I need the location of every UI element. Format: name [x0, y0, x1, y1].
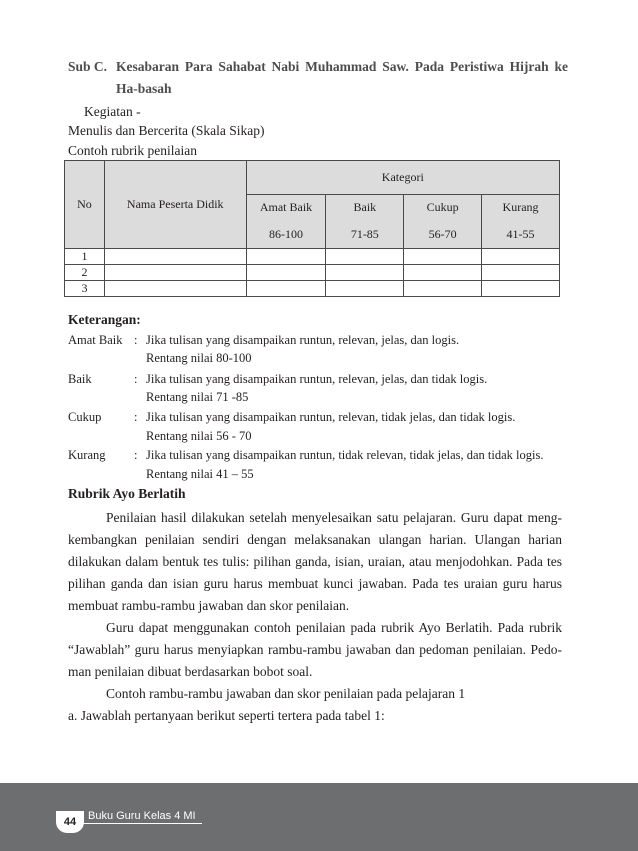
- category-range: 86-100: [246, 221, 326, 249]
- keterangan-term: Amat Baik: [68, 333, 123, 347]
- rubric-table: [64, 160, 560, 297]
- category-label: Baik: [326, 195, 404, 221]
- keterangan-desc: Jika tulisan yang disampaikan runtun, relevan, jelas, dan logis.: [146, 333, 460, 347]
- row-number: 3: [65, 281, 105, 297]
- keterangan-colon: :: [134, 410, 138, 424]
- keterangan-desc: Jika tulisan yang disampaikan runtun, relevan, tidak jelas, dan tidak logis.: [146, 410, 516, 424]
- category-label: Amat Baik: [246, 195, 326, 221]
- keterangan-heading: Keterangan:: [68, 312, 141, 327]
- category-range: 71-85: [326, 221, 404, 249]
- footer-divider: [84, 823, 202, 824]
- paragraph-example: Contoh rambu-rambu jawaban dan skor penilaian pada pelajaran 1: [106, 686, 466, 701]
- keterangan-range: Rentang nilai 71 -85: [146, 390, 249, 404]
- rubrik-heading: Rubrik Ayo Berlatih: [68, 486, 186, 501]
- table-row: [65, 281, 560, 297]
- keterangan-colon: :: [134, 448, 138, 462]
- keterangan-desc: Jika tulisan yang disampaikan runtun, tidak relevan, tidak jelas, dan tidak logis.: [146, 448, 544, 462]
- keterangan-item: [68, 408, 515, 426]
- paragraph-instruction: a. Jawablah pertanyaan berikut seperti tertera pada tabel 1:: [68, 708, 385, 723]
- keterangan-term: Kurang: [68, 448, 106, 462]
- category-range: 41-55: [482, 221, 560, 249]
- paragraph-rubrik: Guru dapat menggunakan contoh penilaian pada rubrik Ayo Berlatih. Pada rubrik “Jawablah” guru harus menyiapkan rambu-rambu jawaban dan pedoman penilaian. Pedo-man penilaian dibuat berdasarkan bobot soal.: [68, 620, 562, 679]
- category-label: Cukup: [404, 195, 482, 221]
- col-header-no: No: [65, 161, 105, 249]
- keterangan-colon: :: [134, 372, 138, 386]
- page-number: 44: [56, 811, 84, 833]
- col-header-kategori: Kategori: [246, 161, 559, 195]
- subchapter-label: Sub C.: [68, 59, 108, 74]
- subchapter-heading: [68, 56, 568, 100]
- keterangan-desc: Jika tulisan yang disampaikan runtun, relevan, jelas, dan tidak logis.: [146, 372, 488, 386]
- row-number: 2: [65, 265, 105, 281]
- keterangan-term: Cukup: [68, 410, 102, 424]
- activity-title: Menulis dan Bercerita (Skala Sikap): [68, 123, 265, 138]
- table-row: [65, 249, 560, 265]
- kegiatan-label: Kegiatan -: [84, 104, 141, 119]
- keterangan-item: [68, 370, 487, 388]
- category-range: 56-70: [404, 221, 482, 249]
- book-title: Buku Guru Kelas 4 MI: [88, 810, 196, 822]
- keterangan-term: Baik: [68, 372, 92, 386]
- keterangan-range: Rentang nilai 80-100: [146, 351, 252, 365]
- keterangan-range: Rentang nilai 56 - 70: [146, 429, 252, 443]
- keterangan-item: [68, 331, 459, 349]
- paragraph-intro: Penilaian hasil dilakukan setelah menyelesaikan satu pelajaran. Guru dapat meng-kembangkan penilaian sendiri dengan melaksanakan ulangan harian. Ulangan harian dilakukan dalam bentuk tes tulis: pilihan ganda, isian, uraian, atau menjodohkan. Pada tes pilihan ganda dan isian guru harus membuat kunci jawaban. Pada tes uraian guru harus membuat rambu-rambu jawaban dan skor penilaian.: [68, 510, 562, 613]
- rubric-caption: Contoh rubrik penilaian: [68, 143, 197, 158]
- row-number: 1: [65, 249, 105, 265]
- keterangan-range: Rentang nilai 41 – 55: [146, 467, 254, 481]
- col-header-name: Nama Peserta Didik: [104, 161, 246, 249]
- keterangan-item: [68, 446, 543, 464]
- keterangan-colon: :: [134, 333, 138, 347]
- category-label: Kurang: [482, 195, 560, 221]
- subchapter-title: Kesabaran Para Sahabat Nabi Muhammad Saw. Pada Peristiwa Hijrah ke Ha-basah: [116, 59, 568, 96]
- table-row: [65, 265, 560, 281]
